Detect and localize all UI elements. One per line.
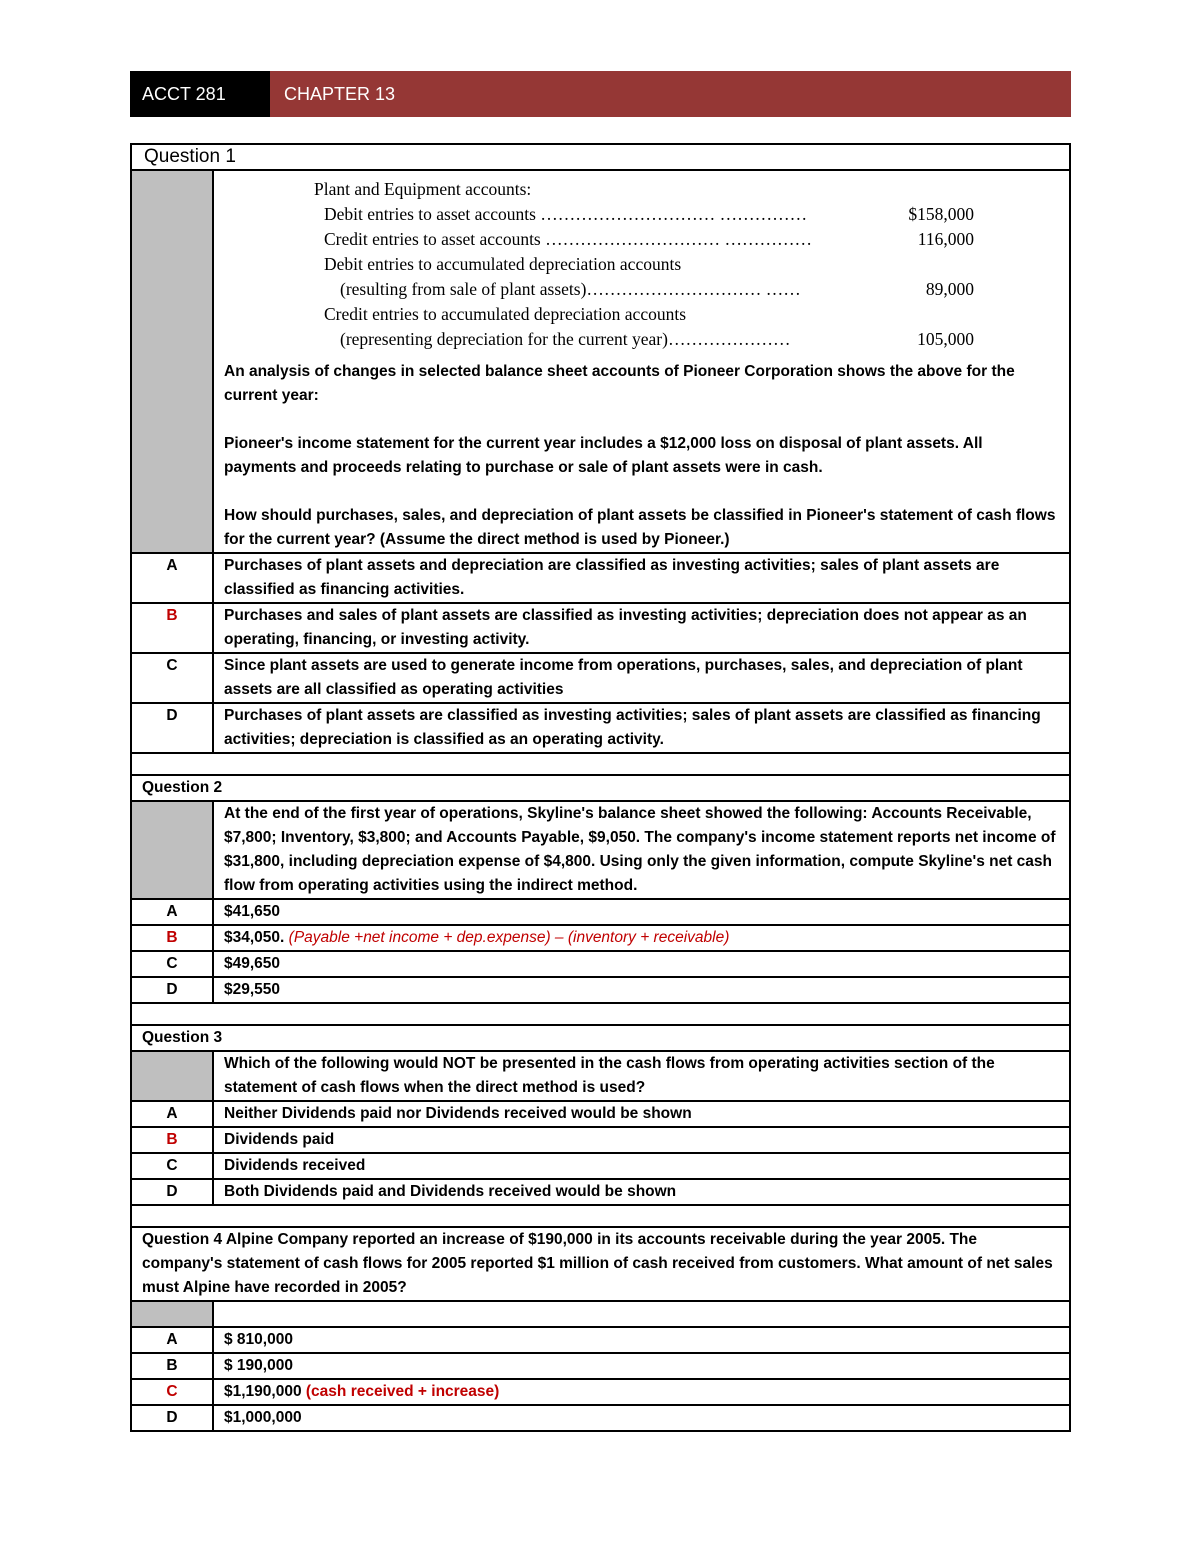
- q2-body-row: [131, 801, 1070, 899]
- option-letter: A: [131, 899, 213, 925]
- q1-question-text: How should purchases, sales, and depreciation of plant assets be classified in Pioneer's statement of cash flows for the current year? (Assume the direct method is used by Pioneer.): [224, 507, 1056, 548]
- q2-title-row: [131, 775, 1070, 801]
- option-letter: A: [131, 553, 213, 603]
- option-text: Both Dividends paid and Dividends received would be shown: [213, 1179, 1070, 1205]
- option-text: Since plant assets are used to generate income from operations, purchases, sales, and depreciation of plant assets are all classified as operating activities: [213, 653, 1070, 703]
- option-letter-correct: B: [131, 925, 213, 951]
- option-text: $41,650: [213, 899, 1070, 925]
- q1-body-row: [131, 170, 1070, 553]
- option-letter-correct: B: [131, 1127, 213, 1153]
- q4-grey-cell: [131, 1301, 213, 1327]
- course-code: ACCT 281: [130, 71, 270, 117]
- exhibit-heading: Plant and Equipment accounts:: [314, 179, 532, 199]
- option-row-correct: [131, 925, 1070, 951]
- option-text: $29,550: [213, 977, 1070, 1003]
- option-letter: A: [131, 1101, 213, 1127]
- page-header: [130, 71, 1071, 117]
- option-text: Neither Dividends paid nor Dividends received would be shown: [213, 1101, 1070, 1127]
- option-row-correct: [131, 1379, 1070, 1405]
- option-letter: A: [131, 1327, 213, 1353]
- q3-body-row: [131, 1051, 1070, 1101]
- option-letter: C: [131, 1153, 213, 1179]
- q3-title: Question 3: [131, 1025, 1070, 1051]
- q1-paragraph: An analysis of changes in selected balance sheet accounts of Pioneer Corporation shows the above for the current year:: [224, 363, 1015, 404]
- q1-title: Question 1: [131, 144, 1070, 170]
- q1-grey-cell: [131, 170, 213, 553]
- option-letter: C: [131, 951, 213, 977]
- q1-paragraph: Pioneer's income statement for the current year includes a $12,000 loss on disposal of plant assets. All payments and proceeds relating to purchase or sale of plant assets were in cash.: [224, 435, 983, 476]
- option-letter: C: [131, 653, 213, 703]
- option-letter-correct: B: [131, 603, 213, 653]
- exhibit-row: Credit entries to accumulated depreciation accounts: [324, 304, 687, 324]
- option-text: Purchases of plant assets are classified as investing activities; sales of plant assets are classified as financing activities; depreciation is classified as an operating activity.: [213, 703, 1070, 753]
- questions-table: [130, 143, 1071, 1432]
- option-row-correct: [131, 603, 1070, 653]
- option-value: $1,190,000: [224, 1383, 302, 1400]
- option-text: [213, 1379, 1070, 1405]
- option-text: Purchases and sales of plant assets are classified as investing activities; depreciation does not appear as an operating, financing, or investing activity.: [213, 603, 1070, 653]
- exhibit-row: Debit entries to accumulated depreciation accounts: [324, 254, 682, 274]
- option-letter: D: [131, 977, 213, 1003]
- answer-note: (Payable +net income + dep.expense) – (inventory + receivable): [288, 929, 730, 946]
- spacer-row: [131, 1003, 1070, 1025]
- spacer-row: [131, 1205, 1070, 1227]
- option-text: Dividends received: [213, 1153, 1070, 1179]
- option-text: [213, 925, 1070, 951]
- option-row: [131, 899, 1070, 925]
- option-row: [131, 977, 1070, 1003]
- option-text: Purchases of plant assets and depreciation are classified as investing activities; sales of plant assets are classified as financing activities.: [213, 553, 1070, 603]
- q4-question-row: [131, 1227, 1070, 1301]
- exhibit-row: Debit entries to asset accounts ………………………… …………… $158,000: [324, 204, 974, 224]
- exhibit-row: (representing depreciation for the current year)………………… 105,000: [340, 329, 974, 349]
- exhibit-row: (resulting from sale of plant assets)………………………… …… 89,000: [340, 279, 974, 299]
- q1-exhibit: [314, 177, 974, 352]
- q1-body: [213, 170, 1070, 553]
- option-letter: B: [131, 1353, 213, 1379]
- option-text: Dividends paid: [213, 1127, 1070, 1153]
- option-row: [131, 1179, 1070, 1205]
- spacer-row: [131, 753, 1070, 775]
- option-row: [131, 1101, 1070, 1127]
- answer-note: (cash received + increase): [305, 1383, 500, 1400]
- option-letter-correct: C: [131, 1379, 213, 1405]
- option-row: [131, 1405, 1070, 1431]
- q1-title-row: [131, 144, 1070, 170]
- q4-empty-cell: [213, 1301, 1070, 1327]
- option-row: [131, 553, 1070, 603]
- option-text: $1,000,000: [213, 1405, 1070, 1431]
- q3-question-text: Which of the following would NOT be presented in the cash flows from operating activities section of the statement of cash flows when the direct method is used?: [213, 1051, 1070, 1101]
- option-value: $34,050.: [224, 929, 285, 946]
- q3-grey-cell: [131, 1051, 213, 1101]
- option-row: [131, 653, 1070, 703]
- option-row: [131, 1353, 1070, 1379]
- q3-title-row: [131, 1025, 1070, 1051]
- q4-body-row: [131, 1301, 1070, 1327]
- option-row-correct: [131, 1127, 1070, 1153]
- q2-grey-cell: [131, 801, 213, 899]
- option-row: [131, 1327, 1070, 1353]
- option-letter: D: [131, 703, 213, 753]
- q4-question-text: Question 4 Alpine Company reported an increase of $190,000 in its accounts receivable during the year 2005. The company's statement of cash flows for 2005 reported $1 million of cash received from customers. What amount of net sales must Alpine have recorded in 2005?: [131, 1227, 1070, 1301]
- option-text: $49,650: [213, 951, 1070, 977]
- option-text: $ 810,000: [213, 1327, 1070, 1353]
- option-text: $ 190,000: [213, 1353, 1070, 1379]
- option-letter: D: [131, 1405, 213, 1431]
- option-row: [131, 703, 1070, 753]
- option-row: [131, 951, 1070, 977]
- exhibit-row: Credit entries to asset accounts ………………………… …………… 116,000: [324, 229, 974, 249]
- chapter-title: CHAPTER 13: [270, 71, 1071, 117]
- q2-title: Question 2: [131, 775, 1070, 801]
- option-row: [131, 1153, 1070, 1179]
- option-letter: D: [131, 1179, 213, 1205]
- q2-question-text: At the end of the first year of operations, Skyline's balance sheet showed the following: Accounts Receivable, $7,800; Inventory, $3,800; and Accounts Payable, $9,050. The company's income statement reports net income of $31,800, including depreciation expense of $4,800. Using only the given information, compute Skyline's net cash flow from operating activities using the indirect method.: [213, 801, 1070, 899]
